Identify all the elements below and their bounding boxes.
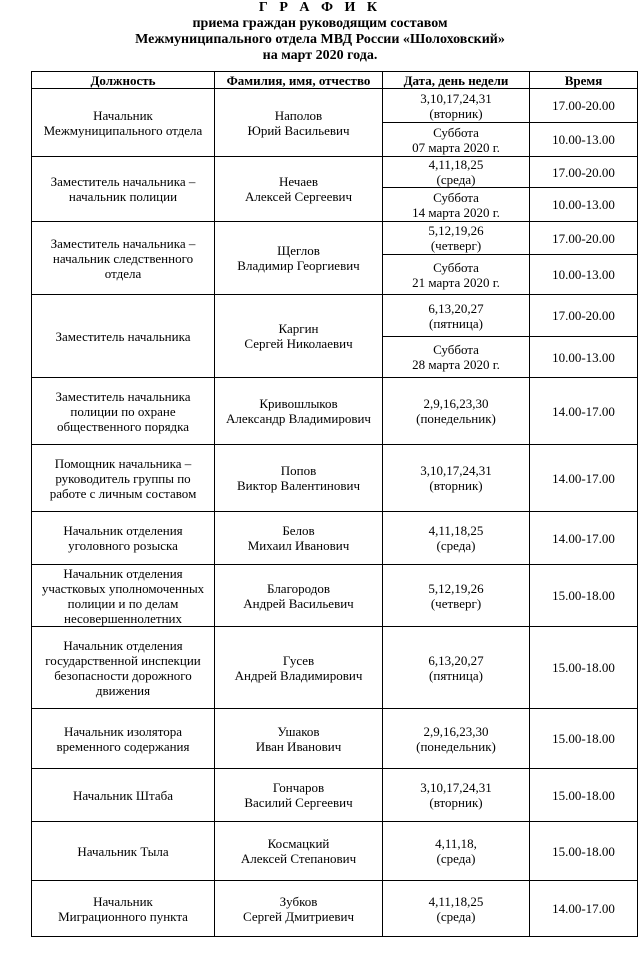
date-cell: 4,11,18,25 (среда): [383, 881, 530, 937]
column-header-name: Фамилия, имя, отчество: [215, 72, 383, 89]
position-cell: Начальник Миграционного пункта: [32, 881, 215, 937]
position-cell: Начальник Штаба: [32, 769, 215, 822]
name-cell: Кривошлыков Александр Владимирович: [215, 378, 383, 445]
position-cell: Начальник изолятора временного содержания: [32, 709, 215, 769]
table-row: [32, 627, 638, 709]
date-cell: Суббота 28 марта 2020 г.: [383, 337, 530, 378]
date-cell: 3,10,17,24,31 (вторник): [383, 445, 530, 512]
table-row: [32, 822, 638, 881]
date-cell: 3,10,17,24,31 (вторник): [383, 769, 530, 822]
name-cell: Попов Виктор Валентинович: [215, 445, 383, 512]
position-cell: Помощник начальника – руководитель группы по работе с личным составом: [32, 445, 215, 512]
name-cell: Каргин Сергей Николаевич: [215, 295, 383, 378]
name-cell: Гусев Андрей Владимирович: [215, 627, 383, 709]
time-cell: 14.00-17.00: [530, 512, 638, 565]
position-cell: Заместитель начальника – начальник следственного отдела: [32, 222, 215, 295]
date-cell: 4,11,18,25 (среда): [383, 157, 530, 188]
column-header-date: Дата, день недели: [383, 72, 530, 89]
time-cell: 14.00-17.00: [530, 445, 638, 512]
name-cell: Щеглов Владимир Георгиевич: [215, 222, 383, 295]
name-cell: Космацкий Алексей Степанович: [215, 822, 383, 881]
date-cell: 2,9,16,23,30 (понедельник): [383, 378, 530, 445]
date-cell: 3,10,17,24,31 (вторник): [383, 89, 530, 123]
time-cell: 10.00-13.00: [530, 255, 638, 295]
table-header-row: [32, 72, 638, 89]
date-cell: 6,13,20,27 (пятница): [383, 295, 530, 337]
date-cell: 5,12,19,26 (четверг): [383, 565, 530, 627]
date-cell: 6,13,20,27 (пятница): [383, 627, 530, 709]
position-cell: Начальник отделения участковых уполномоченных полиции и по делам несовершеннолетних: [32, 565, 215, 627]
column-header-position: Должность: [32, 72, 215, 89]
date-cell: 4,11,18, (среда): [383, 822, 530, 881]
document-subtitle-1: приема граждан руководящим составом: [192, 16, 448, 31]
table-row: [32, 222, 638, 255]
schedule-table: [31, 71, 638, 937]
time-cell: 17.00-20.00: [530, 89, 638, 123]
document-subtitle-2: Межмуниципального отдела МВД России «Шолоховский»: [135, 32, 505, 47]
time-cell: 15.00-18.00: [530, 565, 638, 627]
date-cell: Суббота 21 марта 2020 г.: [383, 255, 530, 295]
name-cell: Наполов Юрий Васильевич: [215, 89, 383, 157]
table-row: [32, 709, 638, 769]
table-row: [32, 512, 638, 565]
time-cell: 15.00-18.00: [530, 822, 638, 881]
table-row: [32, 89, 638, 123]
name-cell: Белов Михаил Иванович: [215, 512, 383, 565]
time-cell: 15.00-18.00: [530, 627, 638, 709]
time-cell: 14.00-17.00: [530, 881, 638, 937]
time-cell: 10.00-13.00: [530, 337, 638, 378]
time-cell: 10.00-13.00: [530, 123, 638, 157]
name-cell: Гончаров Василий Сергеевич: [215, 769, 383, 822]
name-cell: Нечаев Алексей Сергеевич: [215, 157, 383, 222]
position-cell: Заместитель начальника полиции по охране общественного порядка: [32, 378, 215, 445]
date-cell: Суббота 14 марта 2020 г.: [383, 188, 530, 222]
position-cell: Заместитель начальника: [32, 295, 215, 378]
table-row: [32, 157, 638, 188]
name-cell: Благородов Андрей Васильевич: [215, 565, 383, 627]
date-cell: 2,9,16,23,30 (понедельник): [383, 709, 530, 769]
time-cell: 15.00-18.00: [530, 769, 638, 822]
name-cell: Зубков Сергей Дмитриевич: [215, 881, 383, 937]
table-row: [32, 445, 638, 512]
position-cell: Начальник отделения государственной инспекции безопасности дорожного движения: [32, 627, 215, 709]
date-cell: Суббота 07 марта 2020 г.: [383, 123, 530, 157]
date-cell: 5,12,19,26 (четверг): [383, 222, 530, 255]
position-cell: Начальник отделения уголовного розыска: [32, 512, 215, 565]
document-subtitle-3: на март 2020 года.: [262, 48, 378, 63]
time-cell: 17.00-20.00: [530, 157, 638, 188]
column-header-time: Время: [530, 72, 638, 89]
position-cell: Заместитель начальника – начальник полиции: [32, 157, 215, 222]
name-cell: Ушаков Иван Иванович: [215, 709, 383, 769]
time-cell: 17.00-20.00: [530, 295, 638, 337]
time-cell: 14.00-17.00: [530, 378, 638, 445]
table-row: [32, 881, 638, 937]
table-row: [32, 769, 638, 822]
position-cell: Начальник Межмуниципального отдела: [32, 89, 215, 157]
position-cell: Начальник Тыла: [32, 822, 215, 881]
document-title: Г Р А Ф И К: [258, 0, 382, 15]
table-row: [32, 295, 638, 337]
table-row: [32, 565, 638, 627]
date-cell: 4,11,18,25 (среда): [383, 512, 530, 565]
time-cell: 10.00-13.00: [530, 188, 638, 222]
time-cell: 15.00-18.00: [530, 709, 638, 769]
document-header: [0, 0, 640, 64]
time-cell: 17.00-20.00: [530, 222, 638, 255]
table-row: [32, 378, 638, 445]
